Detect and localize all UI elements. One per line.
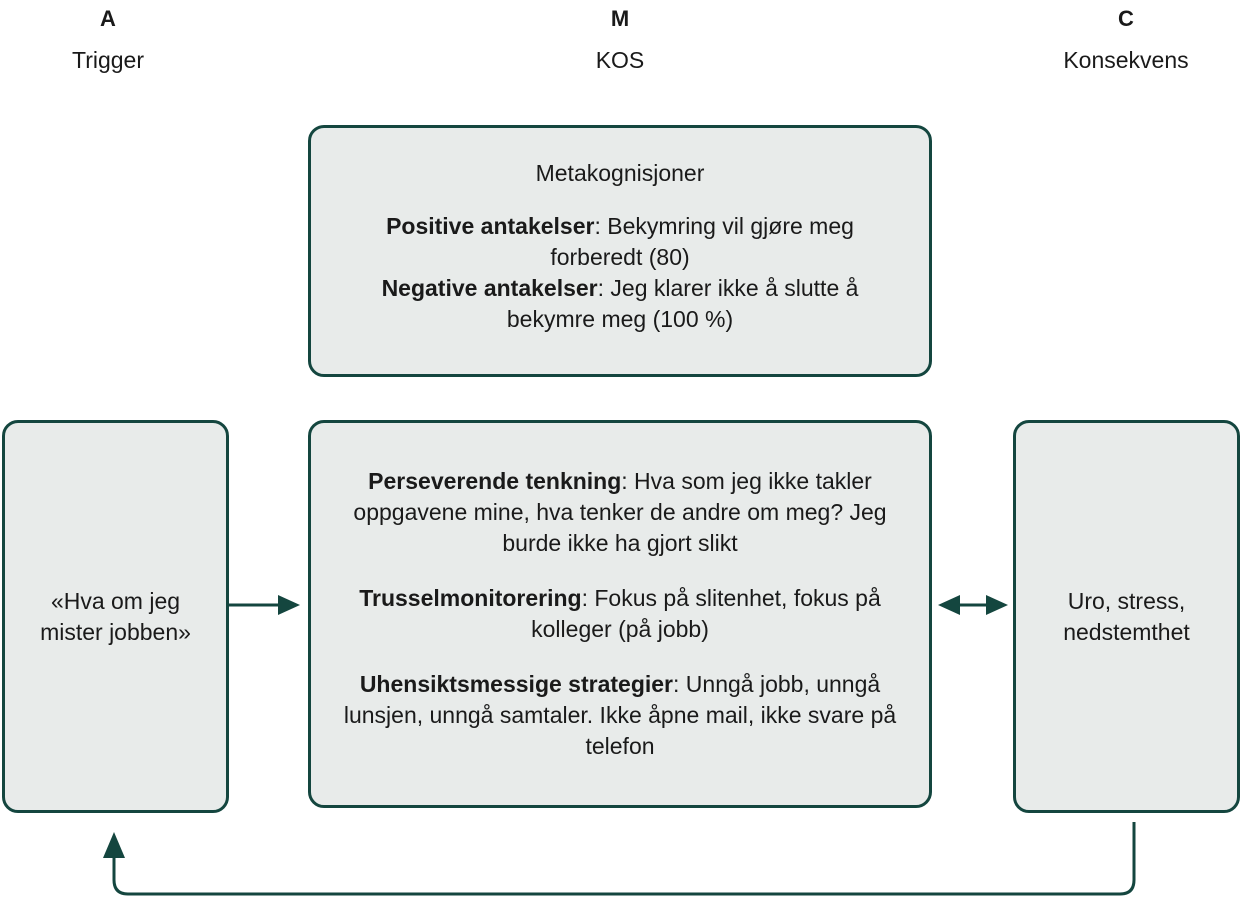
unhelpful-strategies-label: Uhensiktsmessige strategier — [359, 671, 674, 697]
feedback-loop-arrow — [103, 822, 1134, 894]
trigger-text: «Hva om jeg mister jobben» — [40, 587, 191, 645]
negative-beliefs — [351, 273, 889, 335]
consequence-box — [1013, 420, 1240, 813]
kos-box — [308, 420, 932, 808]
column-label: KOS — [595, 47, 645, 73]
column-letter: A — [100, 6, 116, 31]
positive-beliefs-text: : Bekymring vil gjøre meg forberedt (80) — [550, 212, 854, 270]
column-label: Trigger — [72, 47, 144, 73]
column-header-a — [0, 6, 238, 74]
column-letter: C — [1118, 6, 1134, 31]
perseverative-thinking-label: Perseverende tenkning — [368, 468, 622, 494]
negative-beliefs-text: : Jeg klarer ikke å slutte å bekymre meg (100 %) — [506, 274, 859, 332]
threat-monitoring-label: Trusselmonitorering — [359, 585, 582, 611]
positive-beliefs — [351, 211, 889, 273]
column-header-c — [996, 6, 1240, 74]
consequence-text: Uro, stress, nedstemthet — [1063, 587, 1190, 645]
trigger-to-kos-arrow — [229, 595, 300, 615]
metacognition-box — [308, 125, 932, 377]
unhelpful-strategies — [339, 669, 901, 762]
negative-beliefs-label: Negative antakelser — [381, 274, 598, 301]
column-label: Konsekvens — [1063, 47, 1189, 73]
kos-consequence-double-arrow — [938, 595, 1008, 615]
threat-monitoring-text: : Fokus på slitenhet, fokus på kolleger (på jobb) — [531, 585, 881, 642]
perseverative-thinking-text: : Hva som jeg ikke takler oppgavene mine, hva tenker de andre om meg? Jeg burde ikke ha gjort slikt — [353, 468, 887, 556]
threat-monitoring — [339, 583, 901, 645]
trigger-box — [2, 420, 229, 813]
perseverative-thinking — [339, 466, 901, 559]
column-header-m — [490, 6, 750, 74]
column-letter: M — [610, 6, 630, 31]
unhelpful-strategies-text: : Unngå jobb, unngå lunsjen, unngå samtaler. Ikke åpne mail, ikke svare på telefon — [343, 671, 897, 759]
metacognition-title: Metakognisjoner — [535, 159, 705, 186]
positive-beliefs-label: Positive antakelser — [386, 212, 595, 239]
